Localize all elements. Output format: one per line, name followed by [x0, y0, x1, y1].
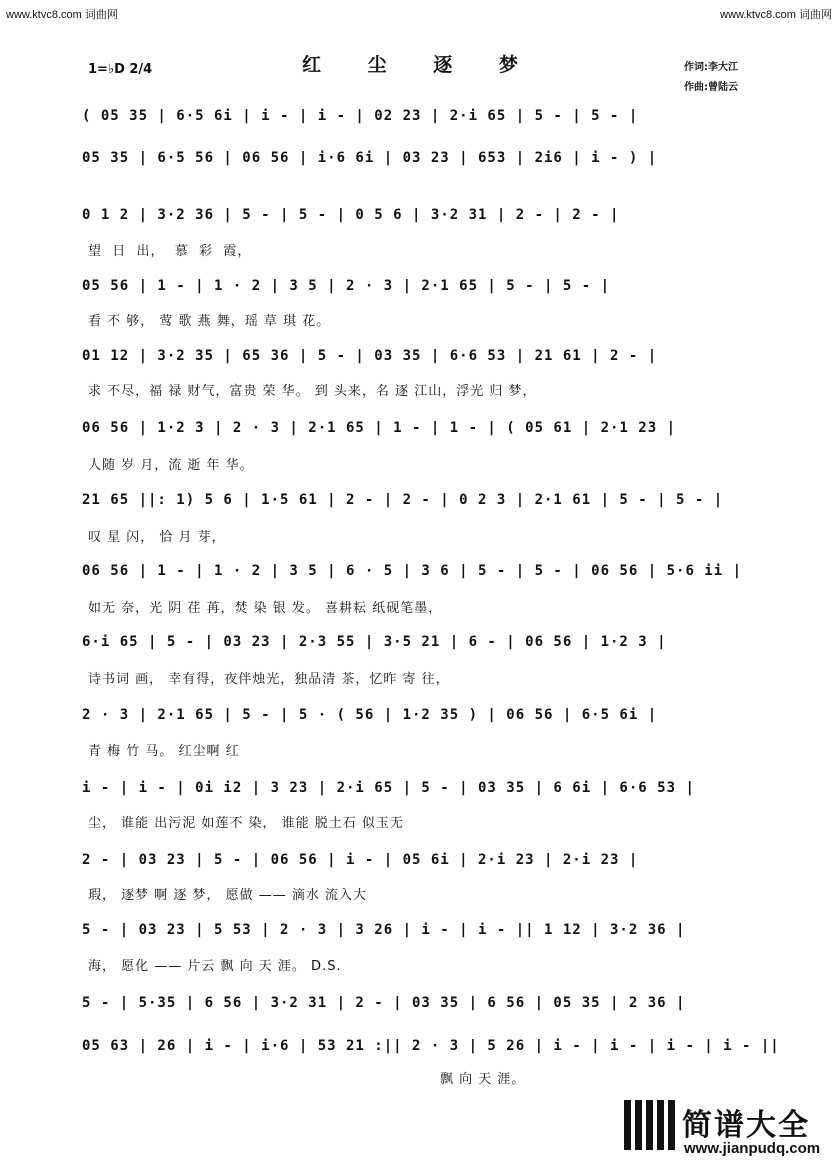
watermark-left: www.ktvc8.com 词曲网	[6, 9, 118, 21]
lyric-line: 飘 向 天 涯。	[440, 1072, 526, 1087]
notation-line: 5 - | 5·35 | 6 56 | 3·2 31 | 2 - | 03 35 | 6 56 | 05 35 | 2 36 |	[82, 995, 686, 1011]
score-row	[82, 278, 758, 300]
score-row	[82, 1038, 780, 1060]
score-row	[82, 995, 758, 1017]
score-row	[82, 150, 758, 172]
notation-line: 0 1 2 | 3·2 36 | 5 - | 5 - | 0 5 6 | 3·2 31 | 2 - | 2 - |	[82, 207, 620, 223]
score-row	[82, 780, 758, 802]
lyric-line: 诗书词 画， 幸有得，夜伴烛光，独品清 茶，忆昨 寄 往，	[88, 672, 450, 687]
score-row	[82, 922, 758, 944]
credits	[684, 58, 738, 98]
key-signature: 1=♭D 2/4	[88, 62, 153, 77]
notation-line: ( 05 35 | 6·5 6i | i - | i - | 02 23 | 2·i 65 | 5 - | 5 - |	[82, 108, 639, 124]
lyric-line: 人随 岁 月，流 逝 年 华。	[88, 458, 254, 473]
lyricist: 作词:李大江	[684, 62, 738, 73]
score-row	[82, 563, 758, 585]
score-row	[82, 207, 758, 229]
score-row	[82, 707, 758, 729]
score-row	[82, 348, 758, 370]
notation-line: 05 56 | 1 - | 1 · 2 | 3 5 | 2 · 3 | 2·1 65 | 5 - | 5 - |	[82, 278, 611, 294]
notation-line: 21 65 ||: 1) 5 6 | 1·5 61 | 2 - | 2 - | 0 2 3 | 2·1 61 | 5 - | 5 - |	[82, 492, 724, 508]
score-row	[82, 420, 758, 442]
lyric-line: 求 不尽，福 禄 财气，富贵 荣 华。 到 头来，名 逐 江山，浮光 归 梦，	[88, 384, 537, 399]
lyric-line: 如无 奈，光 阴 荏 苒，焚 染 银 发。 喜耕耘 纸砚笔墨，	[88, 601, 443, 616]
composer: 作曲:曾陆云	[684, 82, 738, 93]
score-row	[82, 108, 758, 130]
notation-line: i - | i - | 0i i2 | 3 23 | 2·i 65 | 5 - | 03 35 | 6 6i | 6·6 53 |	[82, 780, 695, 796]
notation-line: 06 56 | 1 - | 1 · 2 | 3 5 | 6 · 5 | 3 6 | 5 - | 5 - | 06 56 | 5·6 ii |	[82, 563, 743, 579]
song-title: 红 尘 逐 梦	[302, 54, 538, 76]
notation-line: 5 - | 03 23 | 5 53 | 2 · 3 | 3 26 | i - | i - || 1 12 | 3·2 36 |	[82, 922, 686, 938]
notation-line: 6·i 65 | 5 - | 03 23 | 2·3 55 | 3·5 21 | 6 - | 06 56 | 1·2 3 |	[82, 634, 667, 650]
notation-line: 2 · 3 | 2·1 65 | 5 - | 5 · ( 56 | 1·2 35 ) | 06 56 | 6·5 6i |	[82, 707, 658, 723]
notation-line: 05 35 | 6·5 56 | 06 56 | i·6 6i | 03 23 | 653 | 2i6 | i - ) |	[82, 150, 658, 166]
site-logo	[618, 1098, 828, 1162]
notation-line: 06 56 | 1·2 3 | 2 · 3 | 2·1 65 | 1 - | 1 - | ( 05 61 | 2·1 23 |	[82, 420, 677, 436]
logo-name: 简谱大全	[682, 1108, 810, 1143]
lyric-line: 海， 愿化 —— 片云 飘 向 天 涯。 D.S.	[88, 959, 342, 974]
lyric-line: 瑕， 逐梦 啊 逐 梦， 愿做 —— 滴水 流入大	[88, 888, 368, 903]
lyric-line: 尘， 谁能 出污泥 如莲不 染， 谁能 脱土石 似玉无	[88, 816, 404, 831]
notation-line: 2 - | 03 23 | 5 - | 06 56 | i - | 05 6i | 2·i 23 | 2·i 23 |	[82, 852, 639, 868]
lyric-line: 望 日 出， 慕 彩 霞，	[88, 244, 252, 259]
score-row	[82, 852, 758, 874]
lyric-line: 叹 星 闪， 恰 月 芽，	[88, 530, 226, 545]
score-row	[82, 492, 758, 514]
notation-line: 01 12 | 3·2 35 | 65 36 | 5 - | 03 35 | 6·6 53 | 21 61 | 2 - |	[82, 348, 658, 364]
notation-line: 05 63 | 26 | i - | i·6 | 53 21 :|| 2 · 3 | 5 26 | i - | i - | i - | i - ||	[82, 1038, 780, 1054]
logo-url: www.jianpudq.com	[684, 1140, 821, 1157]
watermark-right: www.ktvc8.com 词曲网	[720, 9, 832, 21]
piano-keys-icon	[624, 1100, 676, 1152]
score-row	[82, 634, 758, 656]
lyric-line: 青 梅 竹 马。 红尘啊 红	[88, 744, 240, 759]
lyric-line: 看 不 够， 莺 歌 燕 舞，瑶 草 琪 花。	[88, 314, 331, 329]
